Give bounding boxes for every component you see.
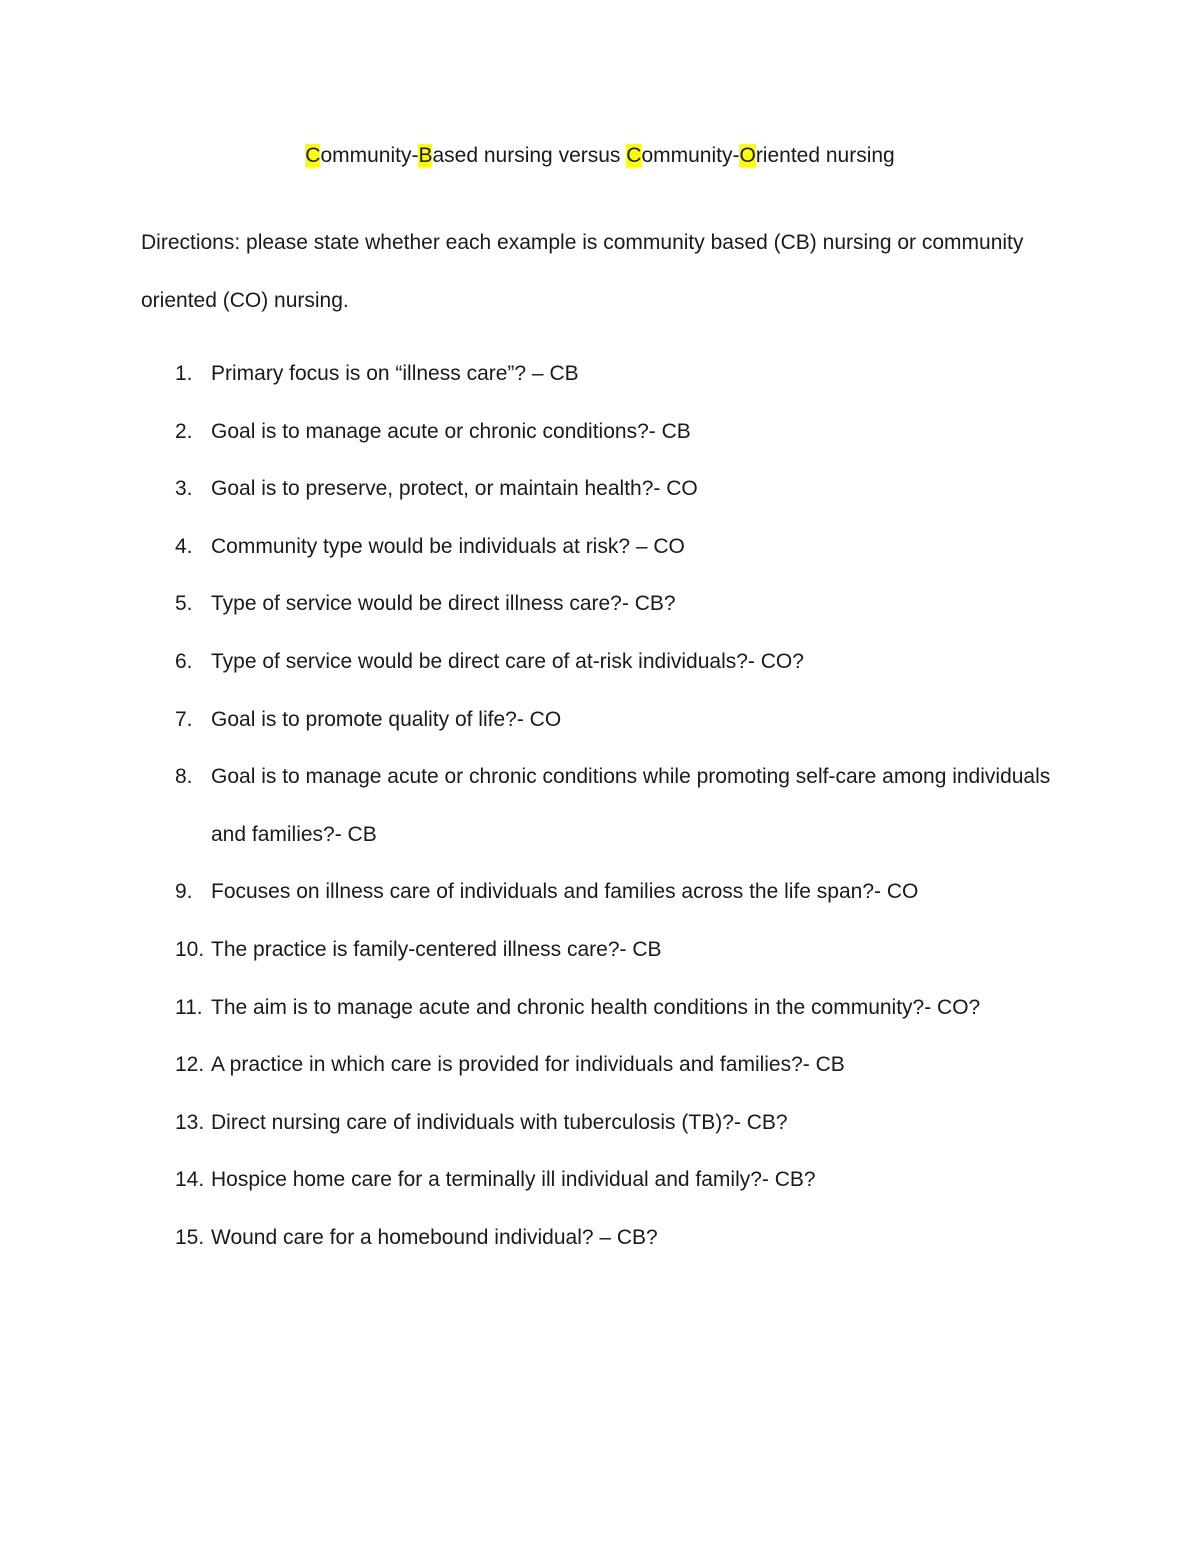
question-item	[141, 921, 1071, 979]
question-text: Goal is to promote quality of life?- CO	[211, 707, 562, 731]
question-item	[141, 1036, 1071, 1094]
title-part: ommunity-	[320, 144, 419, 167]
question-text: Type of service would be direct illness care?- CB?	[211, 592, 676, 616]
question-text: Goal is to manage acute or chronic conditions while promoting self-care among individuals and families?- CB	[211, 765, 1051, 846]
question-number: 12.	[175, 1053, 205, 1077]
question-number: 2.	[175, 419, 193, 443]
question-number: 11.	[175, 995, 203, 1019]
question-item	[141, 691, 1071, 749]
question-text: The practice is family-centered illness care?- CB	[211, 937, 662, 961]
directions-paragraph: Directions: please state whether each example is community based (CB) nursing or community oriented (CO) nursing.	[141, 231, 1024, 312]
question-item	[141, 1094, 1071, 1152]
question-text: Community type would be individuals at risk? – CO	[211, 534, 685, 558]
question-item	[141, 345, 1071, 403]
title-part-highlight: B	[418, 144, 433, 167]
question-text: Hospice home care for a terminally ill individual and family?- CB?	[211, 1168, 816, 1192]
title-part-highlight: O	[739, 144, 756, 167]
question-number: 10.	[175, 937, 205, 961]
question-item	[141, 518, 1071, 576]
title-part: ommunity-	[641, 144, 740, 167]
question-number: 15.	[175, 1225, 205, 1249]
question-text: Goal is to preserve, protect, or maintain health?- CO	[211, 477, 698, 501]
question-text: Primary focus is on “illness care”? – CB	[211, 362, 579, 385]
question-text: Focuses on illness care of individuals and families across the life span?- CO	[211, 880, 919, 904]
question-number: 6.	[175, 649, 193, 673]
question-item	[141, 403, 1071, 461]
question-item	[141, 748, 1071, 863]
question-number: 9.	[175, 880, 193, 904]
question-list	[141, 345, 1071, 1267]
question-item	[141, 460, 1071, 518]
question-item	[141, 1209, 1071, 1267]
question-item	[141, 863, 1071, 921]
question-number: 7.	[175, 707, 193, 731]
question-item	[141, 575, 1071, 633]
question-text: Direct nursing care of individuals with tuberculosis (TB)?- CB?	[211, 1110, 788, 1134]
question-item	[141, 1151, 1071, 1209]
question-item	[141, 633, 1071, 691]
question-text: Wound care for a homebound individual? – CB?	[211, 1225, 658, 1249]
question-number: 8.	[175, 765, 193, 789]
title-part-highlight: C	[305, 144, 321, 167]
question-text: The aim is to manage acute and chronic health conditions in the community?- CO?	[211, 995, 981, 1019]
question-number: 1.	[175, 362, 193, 385]
question-number: 14.	[175, 1168, 205, 1192]
question-text: A practice in which care is provided for individuals and families?- CB	[211, 1053, 845, 1077]
title-part: ased nursing versus	[432, 144, 627, 167]
question-text: Goal is to manage acute or chronic conditions?- CB	[211, 419, 691, 443]
document-title	[0, 140, 1200, 172]
question-item	[141, 979, 1071, 1037]
title-part: riented nursing	[755, 144, 895, 167]
question-text: Type of service would be direct care of at-risk individuals?- CO?	[211, 649, 804, 673]
title-part-highlight: C	[626, 144, 642, 167]
question-number: 4.	[175, 534, 193, 558]
question-number: 5.	[175, 592, 193, 616]
question-number: 3.	[175, 477, 193, 501]
question-number: 13.	[175, 1110, 205, 1134]
